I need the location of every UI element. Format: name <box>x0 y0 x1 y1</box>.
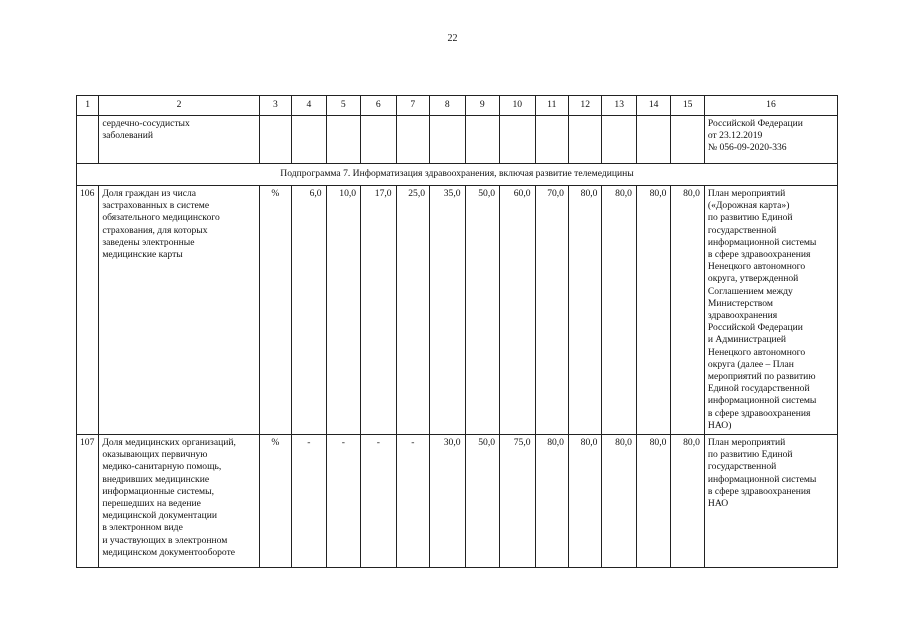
col-header: 12 <box>568 96 601 116</box>
col-header: 15 <box>671 96 704 116</box>
table-row <box>77 435 838 568</box>
value-cell: - <box>326 435 360 568</box>
value-cell: 80,0 <box>568 186 601 435</box>
value-cell: 80,0 <box>602 435 636 568</box>
table-row <box>77 186 838 435</box>
unit: % <box>259 186 291 435</box>
value-cell: 80,0 <box>636 186 670 435</box>
value-cell: 60,0 <box>500 186 536 435</box>
value-cell: 6,0 <box>292 186 326 435</box>
subprogram-row <box>77 164 838 186</box>
col-header: 16 <box>704 96 837 116</box>
source-document: Российской Федерации от 23.12.2019 № 056-09-2020-336 <box>704 116 837 164</box>
indicator-name: Доля медицинских организаций, оказывающих первичную медико-санитарную помощь, внедривших медицинские информационные системы, перешедших на ведение медицинской документации в электронном виде и участвующих в электронном медицинском документообороте <box>99 435 259 568</box>
value-cell: 80,0 <box>568 435 601 568</box>
value-cell: 80,0 <box>636 435 670 568</box>
value-cell: 70,0 <box>535 186 568 435</box>
indicator-name: Доля граждан из числа застрахованных в системе обязательного медицинского страхования, для которых заведены электронные медицинские карты <box>99 186 259 435</box>
source-document: План мероприятий по развитию Единой государственной информационной системы в сфере здравоохранения НАО <box>704 435 837 568</box>
col-header: 11 <box>535 96 568 116</box>
col-header: 2 <box>99 96 259 116</box>
col-header: 13 <box>602 96 636 116</box>
value-cell: 25,0 <box>396 186 429 435</box>
value-cell: - <box>292 435 326 568</box>
col-header: 3 <box>259 96 291 116</box>
page-number: 22 <box>447 33 458 44</box>
col-header: 10 <box>500 96 536 116</box>
col-header: 5 <box>326 96 360 116</box>
value-cell: 35,0 <box>430 186 466 435</box>
value-cell: 80,0 <box>602 186 636 435</box>
row-number: 107 <box>77 435 99 568</box>
value-cell: - <box>396 435 429 568</box>
col-header: 9 <box>465 96 499 116</box>
value-cell: 80,0 <box>671 435 704 568</box>
value-cell: 30,0 <box>430 435 466 568</box>
value-cell: 50,0 <box>465 186 499 435</box>
source-document: План мероприятий («Дорожная карта») по развитию Единой государственной информационной системы в сфере здравоохранения Ненецкого автономного округа, утвержденной Соглашением между Министерством здравоохранения Российской Федерации и Администрацией Ненецкого автономного округа (далее – План мероприятий по развитию Единой государственной информационной системы в сфере здравоохранения НАО) <box>704 186 837 435</box>
value-cell: 75,0 <box>500 435 536 568</box>
value-cell: 80,0 <box>535 435 568 568</box>
indicator-name: сердечно-сосудистых заболеваний <box>99 116 259 164</box>
table-row <box>77 116 838 164</box>
col-header: 8 <box>430 96 466 116</box>
col-header: 14 <box>636 96 670 116</box>
row-number: 106 <box>77 186 99 435</box>
col-header: 4 <box>292 96 326 116</box>
col-header: 1 <box>77 96 99 116</box>
indicators-table <box>76 95 838 568</box>
unit: % <box>259 435 291 568</box>
value-cell: 80,0 <box>671 186 704 435</box>
subprogram-title: Подпрограмма 7. Информатизация здравоохранения, включая развитие телемедицины <box>77 164 838 186</box>
value-cell: 10,0 <box>326 186 360 435</box>
col-header: 6 <box>361 96 397 116</box>
col-header: 7 <box>396 96 429 116</box>
value-cell: 50,0 <box>465 435 499 568</box>
column-number-row <box>77 96 838 116</box>
value-cell: - <box>361 435 397 568</box>
value-cell: 17,0 <box>361 186 397 435</box>
